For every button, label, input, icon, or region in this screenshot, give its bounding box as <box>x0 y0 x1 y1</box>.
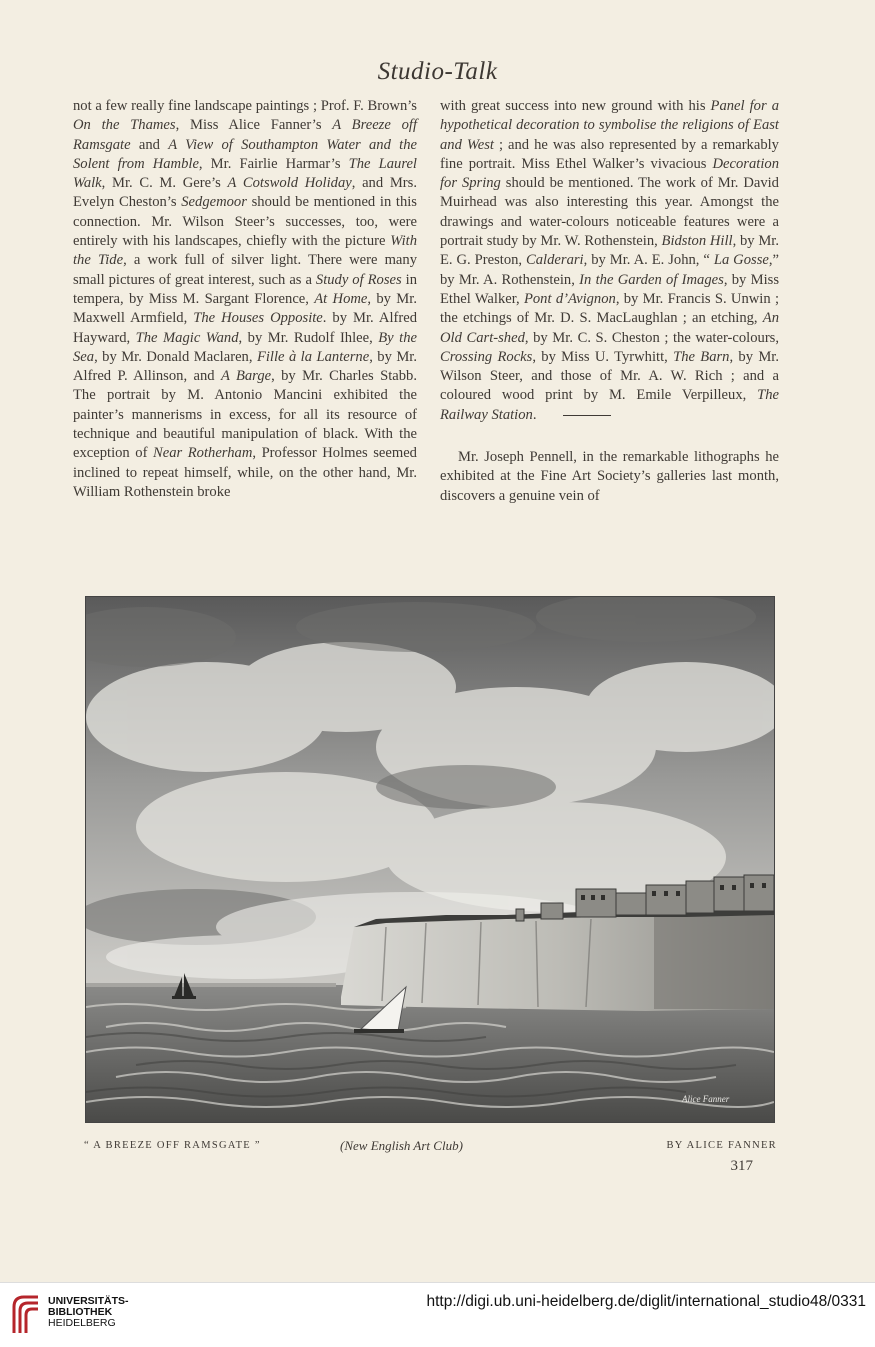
university-library-logo-icon <box>10 1293 42 1337</box>
painting-breeze-off-ramsgate <box>86 597 774 1122</box>
right-paragraph-1: with great success into new ground with his Panel for a hypothetical decoration to symbolise the religions of East and West ; and he was also represented by a remarkably fine portrait. Miss Ethel Walker’s vivacious Decoration for Spring should be mentioned. The work of Mr. David Muirhead was also interesting this year. Amongst the drawings and water-colours noticeable features were a portrait study by Mr. W. Rothenstein, Bidston Hill, by Mr. E. G. Preston, Calderari, by Mr. A. E. John, “ La Gosse,” by Mr. A. Rothenstein, In the Garden of Images, by Miss Ethel Walker, Pont d’Avignon, by Mr. Francis S. Unwin ; the etchings of Mr. D. S. MacLaughlan ; an etching, An Old Cart-shed, by Mr. C. S. Cheston ; the water-colours, Crossing Rocks, by Miss U. Tyrwhitt, The Barn, by Mr. Wilson Steer, and those of Mr. A. W. Rich ; and a coloured wood print by M. Emile Verpilleux, The Railway Station. <box>440 98 780 423</box>
right-paragraph-2: Mr. Joseph Pennell, in the remarkable lithographs he exhibited at the Fine Art Society’s galleries last month, discovers a genuine vein of <box>440 449 779 504</box>
source-url-link[interactable]: http://digi.ub.uni-heidelberg.de/diglit/international_studio48/0331 <box>426 1293 866 1310</box>
section-rule <box>563 415 611 416</box>
library-footer <box>0 1282 875 1347</box>
plate-caption-source: (New English Art Club) <box>340 1138 463 1153</box>
page-number: 317 <box>730 1158 753 1174</box>
running-header: Studio-Talk <box>377 58 498 85</box>
painting-plate <box>85 596 775 1123</box>
left-paragraph: not a few really fine landscape paintings ; Prof. F. Brown’s On the Thames, Miss Alice Fanner’s A Breeze off Ramsgate and A View of Southampton Water and the Solent from Hamble, Mr. Fairlie Harmar’s The Laurel Walk, Mr. C. M. Gere’s A Cotswold Holiday, and Mrs. Evelyn Cheston’s Sedgemoor should be mentioned in this connection. Mr. Wilson Steer’s successes, too, were entirely with his landscapes, chiefly with the picture With the Tide, a work full of silver light. There were many small pictures of great interest, such as a Study of Roses in tempera, by Miss M. Sargant Florence, At Home, by Mr. Maxwell Armfield, The Houses Opposite. by Mr. Alfred Hayward, The Magic Wand, by Mr. Rudolf Ihlee, By the Sea, by Mr. Donald Maclaren, Fille à la Lanterne, by Mr. Alfred P. Allinson, and A Barge, by Mr. Charles Stabb. The portrait by M. Antonio Mancini exhibited the painter’s mannerisms in excess, for all its resource of technique and beautiful manipulation of black. With the exception of Near Rotherham, Professor Holmes seemed inclined to repeat himself, while, on the other hand, Mr. William Rothenstein broke <box>73 98 418 500</box>
right-text-column <box>440 97 779 506</box>
painting-signature: Alice Fanner <box>682 1094 730 1104</box>
left-text-column <box>73 97 417 502</box>
plate-caption-artist: BY ALICE FANNER <box>666 1140 777 1151</box>
plate-caption-title: “ A BREEZE OFF RAMSGATE ” <box>84 1140 261 1151</box>
institution-name: UNIVERSITÄTS- BIBLIOTHEK HEIDELBERG <box>48 1295 129 1329</box>
